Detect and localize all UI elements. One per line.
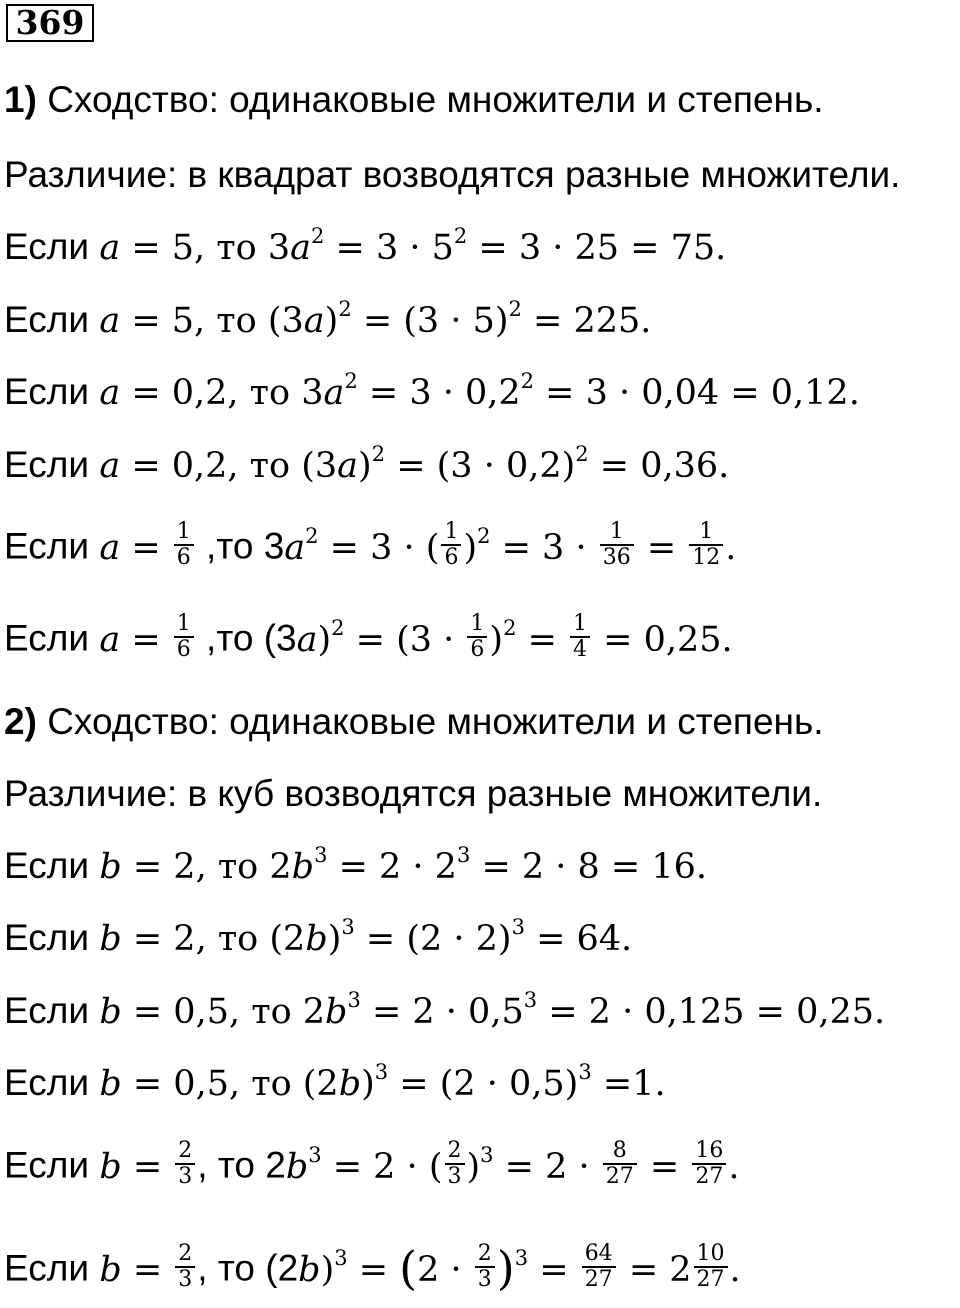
- fraction: $\frac{1}{6}$: [174, 612, 194, 662]
- part1-similarity: Сходство: одинаковые множители и степень.: [47, 79, 824, 120]
- fraction: $\frac{16}{27}$: [692, 1139, 726, 1189]
- fraction: $\frac{2}{3}$: [475, 1242, 495, 1292]
- part1-equation-3: Если a = 0,2, то $3a^2 = 3 \cdot 0,2^2 = 3 \cdot 0,04 = 0,12$.: [4, 369, 860, 413]
- part2-equation-2: Если b = 2, то $(2b)^3 = (2 \cdot 2)^3 = 64$.: [4, 915, 633, 959]
- fraction: $\frac{64}{27}$: [582, 1242, 616, 1292]
- part2-equation-4: Если b = 0,5, то $(2b)^3 = (2 \cdot 0,5)^3 =1$.: [4, 1060, 666, 1104]
- part2-similarity: Сходство: одинаковые множители и степень.: [47, 701, 824, 742]
- fraction: $\frac{1}{4}$: [570, 612, 590, 662]
- part1-fraction-equation-2: Если a = $\frac{1}{6}$ ,то $(3a)^2 = (3$ · $\frac{1}{6}$ )$^2$ = $\frac{1}{4}$ = 0,25.: [4, 611, 733, 662]
- part1-difference: Различие: в квадрат возводятся разные множители.: [4, 154, 901, 195]
- fraction: $\frac{1}{36}$: [600, 520, 634, 570]
- fraction: $\frac{1}{6}$: [174, 520, 194, 570]
- part1-equation-4: Если a = 0,2, то $(3a)^2 = (3 \cdot 0,2)^2 = 0,36$.: [4, 442, 730, 486]
- part2-equation-1: Если b = 2, то $2b^3 = 2 \cdot 2^3 = 2 \cdot 8 = 16$.: [4, 843, 708, 887]
- part2-label: 2): [4, 701, 37, 742]
- part2-fraction-equation-1: Если b = $\frac{2}{3}$ , то $2b^3 = 2$ · ( $\frac{2}{3}$ )$^3$ = 2 · $\frac{8}{27}$ = $\frac{16}{27}$ .: [4, 1138, 740, 1189]
- part2-similarity-line: [4, 700, 824, 744]
- part1-similarity-line: [4, 78, 824, 122]
- fraction: $\frac{10}{27}$: [694, 1242, 728, 1292]
- fraction: $\frac{8}{27}$: [603, 1139, 637, 1189]
- fraction: $\frac{2}{3}$: [445, 1139, 465, 1189]
- fraction: $\frac{2}{3}$: [175, 1139, 195, 1189]
- fraction: $\frac{2}{3}$: [175, 1242, 195, 1292]
- part2-equation-3: Если b = 0,5, то $2b^3 = 2 \cdot 0,5^3 = 2 \cdot 0,125 = 0,25$.: [4, 988, 886, 1032]
- part1-equation-2: Если a = 5, то $(3a)^2 = (3 \cdot 5)^2 = 225$.: [4, 297, 652, 341]
- part2-difference: Различие: в куб возводятся разные множители.: [4, 773, 823, 814]
- part1-label: 1): [4, 79, 37, 120]
- fraction: $\frac{1}{6}$: [441, 520, 461, 570]
- part1-equation-1: Если a = 5, то $3a^2 = 3 \cdot 5^2 = 3 \cdot 25 = 75$.: [4, 224, 727, 268]
- part2-fraction-equation-2: Если b = $\frac{2}{3}$ , то $(2b)^3 = (2$ · $\frac{2}{3}$ )$^3$ = $\frac{64}{27}$ = 2 $\frac{10}{27}$ .: [4, 1241, 741, 1295]
- part1-fraction-equation-1: Если a = $\frac{1}{6}$ ,то $3a^2 = 3$ · ( $\frac{1}{6}$ )$^2$ = 3 · $\frac{1}{36}$ = $\frac{1}{12}$ .: [4, 519, 737, 570]
- fraction: $\frac{1}{12}$: [689, 520, 723, 570]
- fraction: $\frac{1}{6}$: [467, 612, 487, 662]
- task-number: 369: [6, 4, 94, 42]
